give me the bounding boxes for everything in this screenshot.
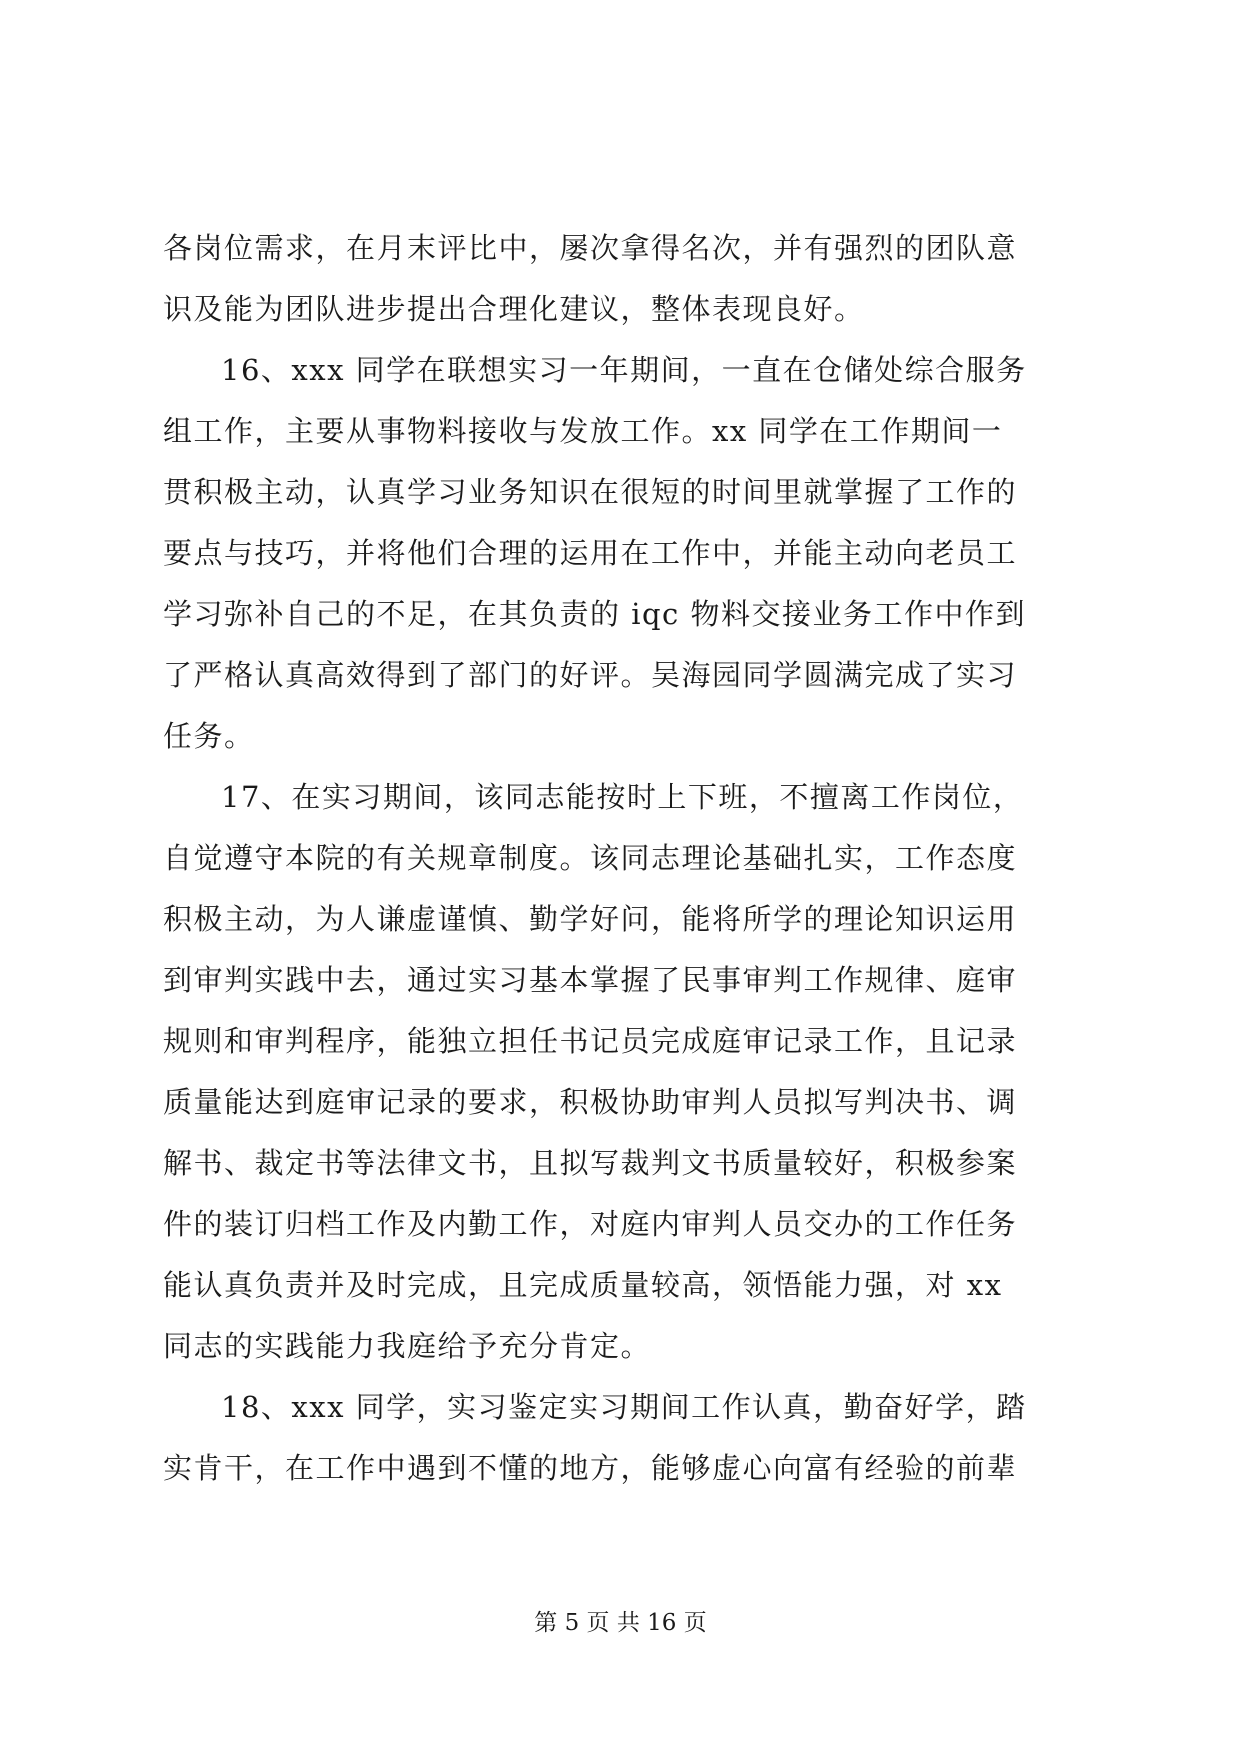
page-number-label: 第 5 页 共 16 页 [534, 1610, 707, 1636]
text-line: 了严格认真高效得到了部门的好评。吴海园同学圆满完成了实习 [163, 658, 1018, 692]
text-line: 到审判实践中去，通过实习基本掌握了民事审判工作规律、庭审 [163, 963, 1018, 997]
text-line: 各岗位需求，在月末评比中，屡次拿得名次，并有强烈的团队意 [163, 231, 1018, 265]
text-line: 16、xxx 同学在联想实习一年期间，一直在仓储处综合服务 [221, 353, 1027, 387]
text-line: 解书、裁定书等法律文书，且拟写裁判文书质量较好，积极参案 [163, 1146, 1018, 1180]
text-line: 自觉遵守本院的有关规章制度。该同志理论基础扎实，工作态度 [163, 841, 1018, 875]
text-line: 识及能为团队进步提出合理化建议，整体表现良好。 [163, 292, 865, 326]
text-line: 件的装订归档工作及内勤工作，对庭内审判人员交办的工作任务 [163, 1207, 1018, 1241]
text-line: 规则和审判程序，能独立担任书记员完成庭审记录工作，且记录 [163, 1024, 1018, 1058]
text-line: 质量能达到庭审记录的要求，积极协助审判人员拟写判决书、调 [163, 1085, 1018, 1119]
text-line: 组工作，主要从事物料接收与发放工作。xx 同学在工作期间一 [163, 414, 1003, 448]
text-line: 要点与技巧，并将他们合理的运用在工作中，并能主动向老员工 [163, 536, 1018, 570]
text-line: 任务。 [163, 719, 255, 753]
text-line: 18、xxx 同学，实习鉴定实习期间工作认真，勤奋好学，踏 [221, 1390, 1027, 1424]
text-line: 17、在实习期间，该同志能按时上下班，不擅离工作岗位， [221, 780, 1024, 814]
text-line: 能认真负责并及时完成，且完成质量较高，领悟能力强，对 xx [163, 1268, 1003, 1302]
text-line: 积极主动，为人谦虚谨慎、勤学好问，能将所学的理论知识运用 [163, 902, 1018, 936]
page-footer [0, 1608, 1241, 1638]
text-line: 学习弥补自己的不足，在其负责的 iqc 物料交接业务工作中作到 [163, 597, 1027, 631]
text-line: 同志的实践能力我庭给予充分肯定。 [163, 1329, 652, 1363]
text-line: 贯积极主动，认真学习业务知识在很短的时间里就掌握了工作的 [163, 475, 1018, 509]
text-line: 实肯干，在工作中遇到不懂的地方，能够虚心向富有经验的前辈 [163, 1451, 1018, 1485]
